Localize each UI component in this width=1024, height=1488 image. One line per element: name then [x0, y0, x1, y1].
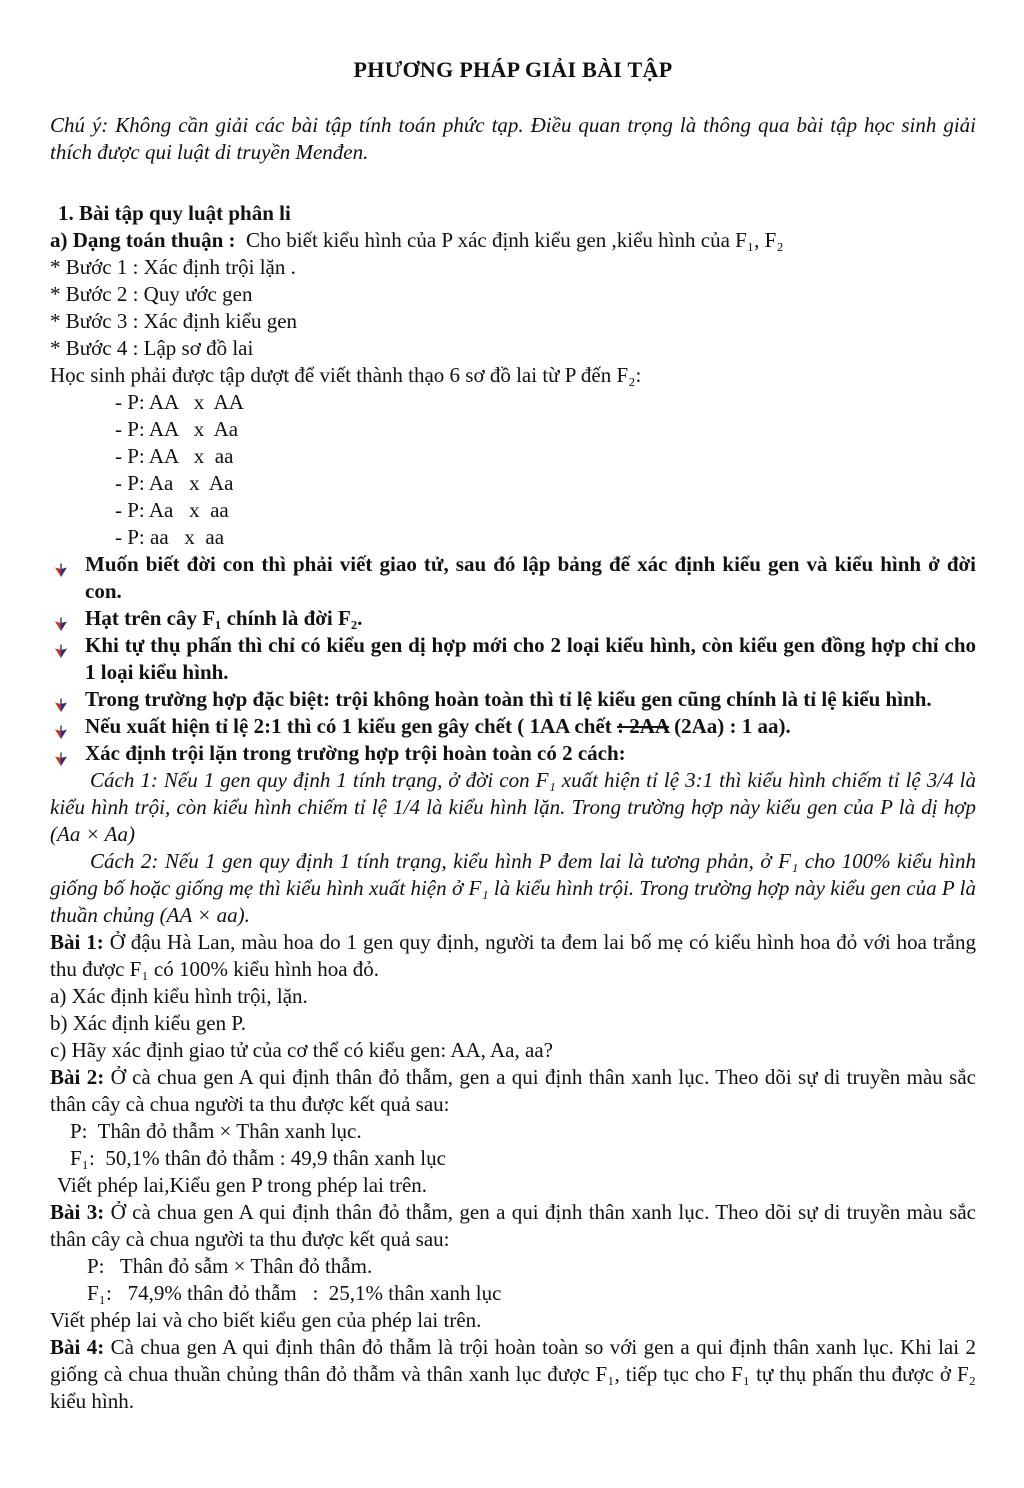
- dang-toan-thuan-label: a) Dạng toán thuận :: [50, 228, 236, 252]
- cach2-paragraph: Cách 2: Nếu 1 gen quy định 1 tính trạng, kiểu hình P đem lai là tương phản, ở F₁ cho 100% kiểu hình giống bố hoặc giống mẹ thì kiểu hình xuất hiện ở F₁ là kiểu hình trội. Trong trường hợp này kiểu gen của P là thuần chủng (AA × aa).: [50, 849, 976, 927]
- bullet-arrow-icon: [54, 639, 68, 654]
- bullet-text: Muốn biết đời con thì phải viết giao tử, sau đó lập bảng để xác định kiểu gen và kiểu hình ở đời con.: [85, 552, 976, 603]
- bullet-item: [50, 632, 976, 686]
- step-line: * Bước 1 : Xác định trội lặn .: [50, 255, 296, 279]
- cross-line: - P: AA x Aa: [115, 417, 239, 441]
- bai2-label: Bài 2:: [50, 1065, 105, 1089]
- bullet-text-strikethrough: : 2AA: [616, 714, 669, 738]
- bai2-closing: Viết phép lai,Kiểu gen P trong phép lai trên.: [57, 1173, 428, 1197]
- cross-line: - P: AA x AA: [115, 390, 244, 414]
- bai3-text: Ở cà chua gen A qui định thân đỏ thẫm, gen a qui định thân xanh lục. Theo dõi sự di truyền màu sắc thân cây cà chua người ta thu được kết quả sau:: [50, 1200, 976, 1251]
- bai2-text: Ở cà chua gen A qui định thân đỏ thẫm, gen a qui định thân xanh lục. Theo dõi sự di truyền màu sắc thân cây cà chua người ta thu được kết quả sau:: [50, 1065, 976, 1116]
- bai2-f-line: F₁: 50,1% thân đỏ thẫm : 49,9 thân xanh lục: [70, 1146, 446, 1170]
- dang-toan-thuan-paragraph: [50, 227, 976, 254]
- cross-line: - P: Aa x aa: [115, 498, 229, 522]
- bullet-item: [50, 686, 976, 713]
- cross-line: - P: aa x aa: [115, 525, 225, 549]
- bai4-label: Bài 4:: [50, 1335, 105, 1359]
- note-paragraph: Chú ý: Không cần giải các bài tập tính toán phức tạp. Điều quan trọng là thông qua bài tập học sinh giải thích được qui luật di truyền Menđen.: [50, 113, 976, 164]
- bai1-text: Ở đậu Hà Lan, màu hoa do 1 gen quy định, người ta đem lai bố mẹ có kiểu hình hoa đỏ với hoa trắng thu được F₁ có 100% kiểu hình hoa đỏ.: [50, 930, 976, 981]
- bullet-item: [50, 551, 976, 605]
- bai3-paragraph: [50, 1199, 976, 1253]
- bullet-text-post: (2Aa) : 1 aa).: [668, 714, 791, 738]
- bullet-item: [50, 740, 976, 767]
- bullet-text: Xác định trội lặn trong trường hợp trội hoàn toàn có 2 cách:: [85, 741, 626, 765]
- step-line: * Bước 2 : Quy ước gen: [50, 282, 253, 306]
- bullet-text: Trong trường hợp đặc biệt: trội không hoàn toàn thì tỉ lệ kiểu gen cũng chính là tỉ lệ kiểu hình.: [85, 687, 932, 711]
- page-title: PHƯƠNG PHÁP GIẢI BÀI TẬP: [353, 57, 673, 82]
- step-line: * Bước 3 : Xác định kiểu gen: [50, 309, 298, 333]
- section-heading: 1. Bài tập quy luật phân li: [58, 201, 291, 225]
- step-line: * Bước 4 : Lập sơ đồ lai: [50, 336, 254, 360]
- bullet-arrow-icon: [54, 720, 68, 735]
- bai2-paragraph: [50, 1064, 976, 1118]
- bai2-p-line: P: Thân đỏ thẫm × Thân xanh lục.: [70, 1119, 362, 1143]
- bai3-f-line: F₁: 74,9% thân đỏ thẫm : 25,1% thân xanh lục: [87, 1281, 502, 1305]
- bullet-text: Hạt trên cây F₁ chính là đời F₂.: [85, 606, 363, 630]
- cach1-paragraph: Cách 1: Nếu 1 gen quy định 1 tính trạng, ở đời con F₁ xuất hiện tỉ lệ 3:1 thì kiểu hình chiếm tỉ lệ 3/4 là kiểu hình trội, còn kiểu hình chiếm tỉ lệ 1/4 là kiểu hình lặn. Trong trường hợp này kiểu gen của P là dị hợp (Aa × Aa): [50, 768, 976, 846]
- bai3-closing: Viết phép lai và cho biết kiểu gen của phép lai trên.: [50, 1308, 482, 1332]
- cross-line: - P: AA x aa: [115, 444, 234, 468]
- bullet-text: Khi tự thụ phấn thì chỉ có kiểu gen dị hợp mới cho 2 loại kiểu hình, còn kiểu gen đồng hợp chỉ cho 1 loại kiểu hình.: [85, 633, 976, 684]
- bai4-paragraph: [50, 1334, 976, 1415]
- bai1-item-a: a) Xác định kiểu hình trội, lặn.: [50, 984, 308, 1008]
- bai3-p-line: P: Thân đỏ sẫm × Thân đỏ thẫm.: [87, 1254, 373, 1278]
- dang-toan-thuan-text: Cho biết kiểu hình của P xác định kiểu gen ,kiểu hình của F₁, F₂: [235, 228, 784, 252]
- cross-line: - P: Aa x Aa: [115, 471, 234, 495]
- bullet-arrow-icon: [54, 558, 68, 573]
- bai1-item-b: b) Xác định kiểu gen P.: [50, 1011, 246, 1035]
- bullet-arrow-icon: [54, 747, 68, 762]
- intro-line: Học sinh phải được tập dượt để viết thành thạo 6 sơ đồ lai từ P đến F₂:: [50, 363, 642, 387]
- bullet-arrow-icon: [54, 612, 68, 627]
- bullet-arrow-icon: [54, 693, 68, 708]
- bai3-label: Bài 3:: [50, 1200, 105, 1224]
- bullet-text-pre: Nếu xuất hiện tỉ lệ 2:1 thì có 1 kiểu gen gây chết ( 1AA chết: [85, 714, 617, 738]
- bullet-item: [50, 713, 976, 740]
- bai1-label: Bài 1:: [50, 930, 104, 954]
- bai1-item-c: c) Hãy xác định giao tử của cơ thể có kiểu gen: AA, Aa, aa?: [50, 1038, 553, 1062]
- bai1-paragraph: [50, 929, 976, 983]
- bullet-item: [50, 605, 976, 632]
- bai4-text: Cà chua gen A qui định thân đỏ thẫm là trội hoàn toàn so với gen a qui định thân xanh lục. Khi lai 2 giống cà chua thuần chủng thân đỏ thẫm và thân xanh lục được F₁, tiếp tục cho F₁ tự thụ phấn thu được ở F₂ kiểu hình.: [50, 1335, 976, 1413]
